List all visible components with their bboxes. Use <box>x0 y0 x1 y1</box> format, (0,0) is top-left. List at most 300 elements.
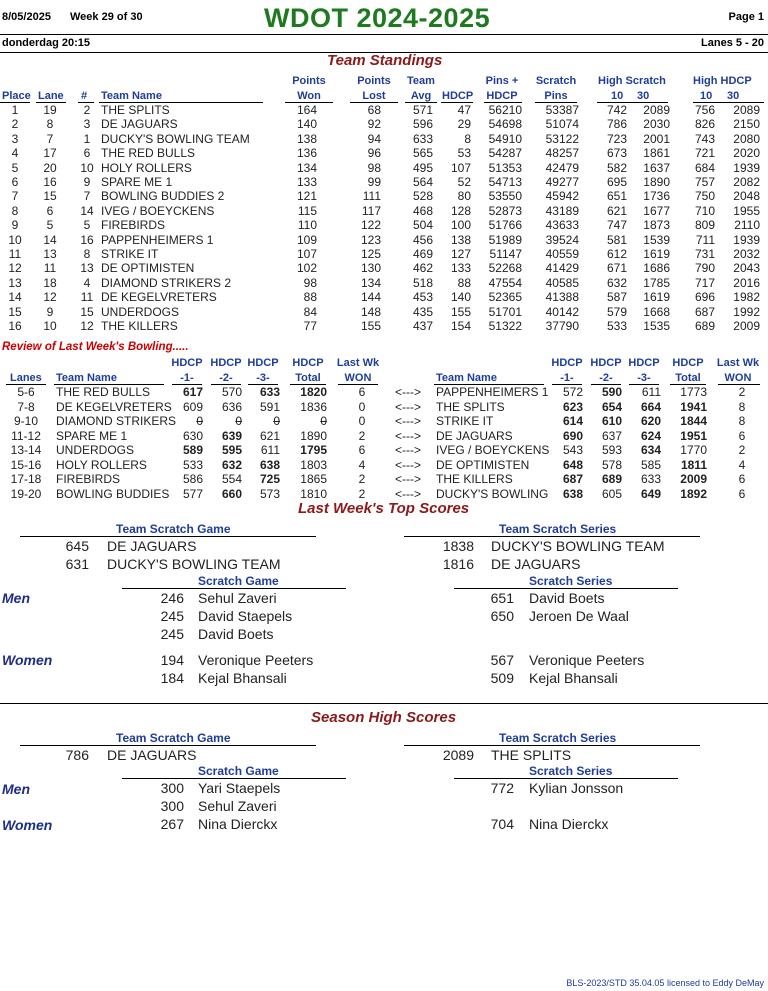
bowler-name: Yari Staepels <box>198 780 281 796</box>
standings-scratch-pins: 41388 <box>545 290 579 305</box>
review-team-left: SPARE ME 1 <box>56 428 128 443</box>
review-lanes: 7-8 <box>17 399 35 414</box>
bowler-name: Kejal Bhansali <box>198 670 287 686</box>
lw-team-series-rule <box>404 536 700 537</box>
review-left-won: 2 <box>358 428 366 443</box>
col-scratch-pins-1: Scratch <box>535 75 577 87</box>
review-right-score: 578 <box>601 457 622 472</box>
standings-hh10: 750 <box>694 189 715 204</box>
standings-hh30: 1939 <box>733 160 760 175</box>
review-right-score: 605 <box>601 486 622 501</box>
review-left-won: 6 <box>358 443 366 457</box>
lw-scratch-series-rule <box>454 588 678 589</box>
standings-team: DIAMOND STRIKERS 2 <box>101 275 232 290</box>
review-left-score: 621 <box>259 428 280 443</box>
standings-place: 12 <box>8 261 22 276</box>
standings-hh10: 689 <box>694 319 715 333</box>
standings-lost: 130 <box>360 261 381 276</box>
standings-scratch-pins: 43189 <box>545 203 579 218</box>
standings-hh10: 717 <box>694 275 715 290</box>
standings-avg: 456 <box>412 232 433 247</box>
review-right-score: 590 <box>601 385 622 399</box>
col-high-hdcp: High HDCP <box>693 75 752 87</box>
standings-won: 107 <box>296 247 317 261</box>
standings-hs10: 671 <box>606 261 627 276</box>
standings-scratch-pins: 48257 <box>545 146 579 161</box>
standings-place: 8 <box>11 203 19 218</box>
standings-hs10: 621 <box>606 203 627 218</box>
standings-scratch-pins: 51074 <box>545 117 579 132</box>
standings-hh30: 2110 <box>734 218 760 233</box>
versus-arrow: <---> <box>394 443 421 457</box>
score-value: 1838 <box>442 538 474 554</box>
standings-lane: 17 <box>43 146 57 161</box>
review-right-score: 610 <box>601 414 622 428</box>
standings-place: 4 <box>11 146 19 161</box>
standings-hdcp: 52 <box>457 175 471 189</box>
standings-place: 7 <box>11 189 19 204</box>
standings-scratch-pins: 40559 <box>545 247 579 261</box>
standings-avg: 571 <box>412 103 433 117</box>
standings-hh30: 2043 <box>733 261 760 276</box>
standings-avg: 453 <box>412 290 433 305</box>
standings-hs10: 579 <box>606 304 627 319</box>
standings-hs10: 612 <box>606 247 627 261</box>
standings-lane: 19 <box>43 103 57 117</box>
standings-num: 12 <box>80 319 94 333</box>
col-points-won-2: Won <box>297 90 321 102</box>
review-left-won: 4 <box>358 457 366 472</box>
standings-team: DE JAGUARS <box>101 117 178 132</box>
review-left-won: 2 <box>358 472 366 486</box>
standings-lane: 14 <box>43 232 57 247</box>
standings-pins-hdcp: 56210 <box>488 103 522 117</box>
review-lanes: 11-12 <box>11 428 41 443</box>
review-lanes: 13-14 <box>10 443 42 457</box>
standings-won: 134 <box>296 160 317 175</box>
versus-arrow: <---> <box>394 486 421 501</box>
standings-place: 10 <box>8 232 22 247</box>
standings-won: 88 <box>303 290 317 305</box>
standings-won: 102 <box>296 261 317 276</box>
standings-won: 84 <box>303 304 317 319</box>
versus-arrow: <---> <box>394 472 421 486</box>
col-pins-hdcp-1: Pins + <box>485 75 519 87</box>
review-left-score: 1820 <box>300 385 327 399</box>
review-left-score: 633 <box>259 385 280 399</box>
sh-team-game-title: Team Scratch Game <box>116 731 231 745</box>
score-value: 246 <box>160 590 184 606</box>
standings-hh30: 2150 <box>733 117 760 132</box>
standings-pins-hdcp: 51701 <box>488 304 522 319</box>
standings-avg: 469 <box>412 247 433 261</box>
review-team-left: THE RED BULLS <box>56 385 151 399</box>
standings-hh30: 2048 <box>733 189 760 204</box>
standings-title: Team Standings <box>327 52 443 69</box>
standings-num: 14 <box>80 203 94 218</box>
standings-won: 77 <box>303 319 317 333</box>
standings-hh10: 710 <box>694 203 715 218</box>
score-value: 651 <box>490 590 514 606</box>
review-left-score: 589 <box>182 443 203 457</box>
standings-hs30: 1535 <box>643 319 670 333</box>
standings-place: 13 <box>8 275 22 290</box>
standings-place: 16 <box>8 319 22 333</box>
review-left-score: 1795 <box>300 443 327 457</box>
standings-lane: 15 <box>43 189 57 204</box>
standings-hs30: 1890 <box>643 175 670 189</box>
review-right-won: 8 <box>738 414 746 428</box>
review-right-score: 593 <box>601 443 622 457</box>
standings-scratch-pins: 43633 <box>545 218 579 233</box>
bowler-name: Jeroen De Waal <box>529 608 629 624</box>
bowler-name: Kylian Jonsson <box>529 780 624 796</box>
versus-arrow: <---> <box>394 428 421 443</box>
standings-hh30: 1982 <box>733 290 760 305</box>
lw-team-game-title: Team Scratch Game <box>116 522 231 536</box>
standings-hs10: 587 <box>606 290 627 305</box>
standings-won: 140 <box>296 117 317 132</box>
standings-team: THE KILLERS <box>101 319 178 333</box>
standings-num: 1 <box>83 131 91 146</box>
rev-col-hdcp3-r: HDCP <box>628 357 660 369</box>
rev-col-team-left: Team Name <box>56 372 117 384</box>
standings-pins-hdcp: 53550 <box>488 189 522 204</box>
standings-hs10: 581 <box>606 232 627 247</box>
review-left-score: 639 <box>221 428 242 443</box>
versus-arrow: <---> <box>394 385 421 399</box>
standings-hdcp: 53 <box>457 146 471 161</box>
lw-men-label: Men <box>2 590 30 606</box>
sh-men-label: Men <box>2 781 30 797</box>
col-team-avg-2: Avg <box>410 90 432 102</box>
standings-scratch-pins: 37790 <box>545 319 579 333</box>
review-left-score: 570 <box>221 385 242 399</box>
header-divider <box>0 34 768 35</box>
standings-team: STRIKE IT <box>101 247 159 261</box>
col-hdcp: HDCP <box>442 90 474 102</box>
lanes-range: Lanes 5 - 20 <box>701 37 764 49</box>
review-left-score: 573 <box>259 486 280 501</box>
standings-hh10: 721 <box>694 146 715 161</box>
review-team-right: THE KILLERS <box>436 472 513 486</box>
col-points-lost-2: Lost <box>362 90 386 102</box>
standings-lane: 13 <box>43 247 57 261</box>
standings-pins-hdcp: 52268 <box>488 261 522 276</box>
standings-scratch-pins: 53387 <box>545 103 579 117</box>
review-lanes: 19-20 <box>10 486 42 501</box>
rev-col-hdcp3-l: HDCP <box>247 357 279 369</box>
bowler-name: DE JAGUARS <box>107 538 197 554</box>
standings-hh10: 711 <box>695 232 715 247</box>
col-points-lost-1: Points <box>357 75 391 87</box>
standings-hdcp: 100 <box>450 218 471 233</box>
rev-col-g2-r: -2- <box>599 372 613 384</box>
review-left-score: 1836 <box>300 399 327 414</box>
standings-hh10: 757 <box>694 175 715 189</box>
review-team-right: STRIKE IT <box>436 414 494 428</box>
standings-avg: 565 <box>412 146 433 161</box>
sh-team-series-rule <box>404 745 700 746</box>
bowler-name: David Staepels <box>198 608 293 624</box>
standings-hs30: 1637 <box>643 160 670 175</box>
review-right-score: 648 <box>562 457 583 472</box>
review-left-score: 595 <box>221 443 242 457</box>
standings-lost: 92 <box>367 117 381 132</box>
standings-hh10: 826 <box>694 117 715 132</box>
rev-col-lastwk-l: Last Wk <box>336 357 380 369</box>
sh-scratch-series-rule <box>454 778 678 779</box>
standings-hs10: 651 <box>606 189 627 204</box>
standings-team: DE KEGELVRETERS <box>101 290 217 305</box>
review-left-score: 638 <box>259 457 280 472</box>
standings-avg: 504 <box>412 218 433 233</box>
standings-pins-hdcp: 52873 <box>488 203 522 218</box>
review-right-score: 664 <box>640 399 661 414</box>
review-right-score: 1773 <box>680 385 707 399</box>
bowler-name: David Boets <box>529 590 605 606</box>
standings-place: 6 <box>11 175 19 189</box>
standings-won: 110 <box>297 218 317 233</box>
sh-team-game-rule <box>20 745 316 746</box>
bowler-name: THE SPLITS <box>491 747 572 763</box>
standings-num: 3 <box>83 117 91 132</box>
standings-lost: 94 <box>367 131 381 146</box>
standings-hs30: 2030 <box>643 117 670 132</box>
bowler-name: Veronique Peeters <box>529 652 645 668</box>
review-right-score: 623 <box>562 399 583 414</box>
review-right-score: 1770 <box>680 443 707 457</box>
standings-hh10: 684 <box>694 160 715 175</box>
col-num: # <box>81 90 88 102</box>
week-label: Week 29 of 30 <box>70 11 143 23</box>
standings-scratch-pins: 49277 <box>545 175 579 189</box>
standings-lane: 12 <box>43 290 57 305</box>
standings-hdcp: 8 <box>464 131 471 146</box>
col-high-scratch-30: 30 <box>637 90 650 102</box>
rev-col-total-l: Total <box>295 372 321 384</box>
review-right-score: 572 <box>562 385 583 399</box>
review-right-score: 1941 <box>680 399 707 414</box>
review-right-score: 1892 <box>680 486 707 501</box>
bowler-name: DE JAGUARS <box>107 747 197 763</box>
standings-hdcp: 128 <box>450 203 471 218</box>
col-high-scratch: High Scratch <box>598 75 666 87</box>
standings-lane: 7 <box>46 131 54 146</box>
review-left-score: 591 <box>259 399 280 414</box>
standings-num: 11 <box>80 290 94 305</box>
standings-scratch-pins: 42479 <box>545 160 579 175</box>
standings-won: 138 <box>296 131 317 146</box>
standings-avg: 633 <box>412 131 433 146</box>
review-left-score: 660 <box>221 486 242 501</box>
score-value: 267 <box>160 816 184 832</box>
score-value: 704 <box>490 816 514 832</box>
lw-section-divider <box>0 703 768 704</box>
standings-avg: 462 <box>412 261 433 276</box>
rev-col-lanes: Lanes <box>10 372 42 384</box>
lw-scratch-series-title: Scratch Series <box>529 574 613 588</box>
review-left-score: 0 <box>196 414 203 428</box>
standings-hh30: 2009 <box>733 319 760 333</box>
review-left-score: 636 <box>221 399 242 414</box>
col-pins-hdcp-2: HDCP <box>486 90 518 102</box>
review-left-score: 577 <box>182 486 203 501</box>
standings-hdcp: 155 <box>450 304 471 319</box>
review-right-score: 649 <box>640 486 661 501</box>
standings-place: 5 <box>11 160 19 175</box>
score-value: 300 <box>160 780 184 796</box>
standings-hs10: 747 <box>606 218 627 233</box>
standings-lost: 125 <box>360 247 381 261</box>
rev-col-team-right: Team Name <box>436 372 497 384</box>
rev-col-won-r: WON <box>724 372 752 384</box>
lw-scratch-game-rule <box>122 588 346 589</box>
review-left-score: 0 <box>235 414 242 428</box>
score-value: 509 <box>490 670 514 686</box>
standings-hs10: 582 <box>606 160 627 175</box>
score-value: 194 <box>160 652 184 668</box>
score-value: 1816 <box>442 556 474 572</box>
standings-num: 10 <box>80 160 94 175</box>
standings-team: BOWLING BUDDIES 2 <box>101 189 225 204</box>
bowler-name: David Boets <box>198 626 274 642</box>
league-title: WDOT 2024-2025 <box>264 3 491 33</box>
review-left-score: 630 <box>182 428 203 443</box>
rev-col-g2-l: -2- <box>219 372 233 384</box>
standings-hdcp: 127 <box>450 247 471 261</box>
standings-hs10: 695 <box>606 175 627 189</box>
review-right-score: 1951 <box>680 428 707 443</box>
versus-arrow: <---> <box>394 399 421 414</box>
standings-lost: 123 <box>360 232 381 247</box>
standings-lane: 16 <box>43 175 57 189</box>
review-left-won: 6 <box>358 385 366 399</box>
col-team-avg-1: Team <box>407 75 435 87</box>
lw-women-label: Women <box>2 652 53 668</box>
standings-hs30: 1736 <box>643 189 670 204</box>
bowler-name: Kejal Bhansali <box>529 670 618 686</box>
review-right-score: 690 <box>562 428 583 443</box>
standings-place: 9 <box>11 218 19 233</box>
review-right-score: 611 <box>641 385 661 399</box>
standings-hs10: 632 <box>606 275 627 290</box>
review-team-right: DUCKY'S BOWLING <box>436 486 549 501</box>
standings-avg: 518 <box>412 275 433 290</box>
review-right-score: 689 <box>601 472 622 486</box>
sh-scratch-series-title: Scratch Series <box>529 764 613 778</box>
standings-num: 5 <box>83 218 91 233</box>
review-right-score: 614 <box>562 414 583 428</box>
score-value: 245 <box>160 608 184 624</box>
standings-lost: 148 <box>360 304 381 319</box>
review-left-won: 0 <box>358 414 366 428</box>
standings-pins-hdcp: 54910 <box>488 131 522 146</box>
standings-lane: 10 <box>43 319 57 333</box>
col-lane: Lane <box>38 90 64 102</box>
standings-pins-hdcp: 54713 <box>488 175 522 189</box>
standings-hs30: 1785 <box>643 275 670 290</box>
standings-hs30: 1619 <box>643 247 670 261</box>
standings-num: 9 <box>83 175 91 189</box>
standings-hh30: 1955 <box>733 203 760 218</box>
col-high-scratch-10: 10 <box>611 90 624 102</box>
review-right-won: 6 <box>738 486 746 501</box>
standings-won: 109 <box>296 232 317 247</box>
review-left-score: 554 <box>221 472 242 486</box>
review-right-score: 543 <box>562 443 583 457</box>
score-value: 645 <box>65 538 89 554</box>
standings-hh10: 790 <box>694 261 715 276</box>
review-left-won: 0 <box>358 399 366 414</box>
score-value: 650 <box>490 608 514 624</box>
rev-col-hdcp2-l: HDCP <box>210 357 242 369</box>
standings-num: 4 <box>83 275 91 290</box>
review-team-left: DE KEGELVRETERS <box>56 399 172 414</box>
standings-num: 7 <box>83 189 91 204</box>
standings-lane: 18 <box>43 275 57 290</box>
rev-col-hdcp1-l: HDCP <box>171 357 203 369</box>
score-value: 786 <box>65 747 89 763</box>
review-team-right: PAPPENHEIMERS 1 <box>436 385 549 399</box>
standings-pins-hdcp: 51766 <box>488 218 522 233</box>
review-right-score: 687 <box>562 472 583 486</box>
standings-hs10: 786 <box>606 117 627 132</box>
standings-team: FIREBIRDS <box>101 218 166 233</box>
score-value: 300 <box>160 798 184 814</box>
review-left-score: 1810 <box>300 486 327 501</box>
standings-lane: 6 <box>46 203 54 218</box>
bowler-name: DUCKY'S BOWLING TEAM <box>491 538 665 554</box>
standings-hh30: 2016 <box>733 275 760 290</box>
standings-hh30: 2020 <box>733 146 760 161</box>
standings-scratch-pins: 40142 <box>545 304 579 319</box>
standings-pins-hdcp: 47554 <box>488 275 522 290</box>
standings-avg: 564 <box>412 175 433 189</box>
rev-col-total-r: Total <box>675 372 701 384</box>
standings-avg: 435 <box>412 304 433 319</box>
standings-lost: 98 <box>367 160 381 175</box>
review-right-won: 4 <box>738 457 746 472</box>
rev-col-hdcp2-r: HDCP <box>590 357 622 369</box>
standings-lost: 117 <box>361 203 381 218</box>
standings-won: 115 <box>297 203 317 218</box>
standings-place: 3 <box>11 131 19 146</box>
license-footer: BLS-2023/STD 35.04.05 licensed to Eddy DeMay <box>566 978 764 988</box>
standings-hs30: 1668 <box>643 304 670 319</box>
report-date: 8/05/2025 <box>2 11 51 23</box>
standings-hs30: 1861 <box>643 146 670 161</box>
standings-place: 15 <box>8 304 22 319</box>
standings-scratch-pins: 39524 <box>545 232 579 247</box>
standings-hh30: 2089 <box>733 103 760 117</box>
standings-lost: 68 <box>367 103 381 117</box>
standings-avg: 437 <box>412 319 433 333</box>
review-left-score: 1865 <box>300 472 327 486</box>
review-left-score: 725 <box>259 472 280 486</box>
standings-team: SPARE ME 1 <box>101 175 173 189</box>
review-team-right: DE JAGUARS <box>436 428 513 443</box>
standings-hh10: 756 <box>694 103 715 117</box>
rev-col-won-l: WON <box>344 372 372 384</box>
standings-hs30: 2001 <box>643 131 670 146</box>
review-left-score: 1890 <box>300 428 327 443</box>
review-left-won: 2 <box>358 486 366 501</box>
rev-col-g1-r: -1- <box>560 372 574 384</box>
bowler-name: DUCKY'S BOWLING TEAM <box>107 556 281 572</box>
rev-col-hdcpt-r: HDCP <box>672 357 704 369</box>
review-right-won: 6 <box>738 472 746 486</box>
